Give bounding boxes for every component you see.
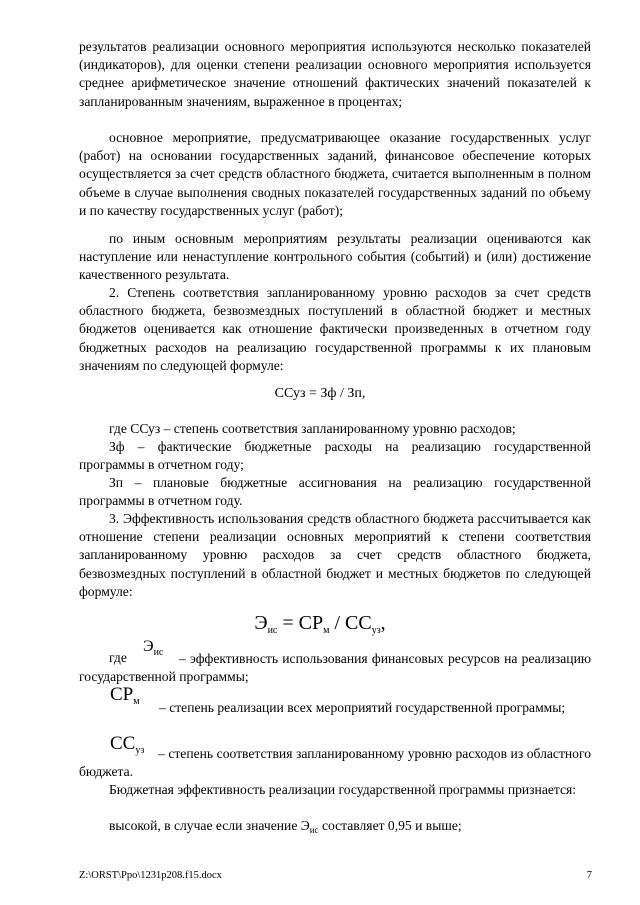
paragraph-12: Бюджетная эффективность реализации государственной программы признается: [109, 782, 577, 797]
paragraph-13-prefix: высокой, в случае если значение Э [109, 818, 310, 833]
paragraph-9: – эффективность использования финансовых ресурсов на реализацию государственной программы; [79, 651, 591, 685]
paragraph-11: – степень соответствия запланированному уровню расходов из областного бюджета. [79, 746, 591, 780]
formula-ssuz: ССуз = Зф / Зп, [274, 386, 366, 401]
paragraph-13-subscript: ис [309, 825, 319, 835]
e-letter: Э [143, 638, 154, 655]
paragraph-10: – степень реализации всех мероприятий государственной программы; [159, 700, 566, 715]
e-subscript: ис [153, 647, 164, 658]
cc-subscript: уз [135, 745, 145, 756]
formula-equals-cr: = СР [277, 612, 324, 634]
footer-page-number: 7 [586, 870, 592, 881]
formula-e-subscript: ис [267, 625, 278, 636]
cr-subscript: м [133, 696, 140, 707]
where-label: где [109, 650, 127, 665]
paragraph-1: результатов реализации основного мероприятия используются несколько показателей (индикаторов), для оценки степени реализации основного мероприятия используется среднее арифметическое значение отношений фактических значений показателей к запланированным значениям, выраженное в процентах; [79, 39, 591, 109]
paragraph-4: 2. Степень соответствия запланированному уровню расходов за счет средств областного бюджета, безвозмездных поступлений в областной бюджет и местных бюджетов оценивается как отношение фактически произведенных в отчетном году бюджетных расходов на реализацию государственной программы к их плановым значениям по следующей формуле: [79, 285, 591, 373]
paragraph-6: Зф – фактические бюджетные расходы на реализацию государственной программы в отчетном году; [79, 439, 591, 473]
footer-file-path: Z:\ORST\Ppo\1231p208.f15.docx [79, 870, 222, 881]
formula-e-symbol: Э [254, 612, 268, 634]
paragraph-7: Зп – плановые бюджетные ассигнования на реализацию государственной программы в отчетном году. [79, 475, 591, 509]
paragraph-13-suffix: составляет 0,95 и выше; [318, 818, 462, 833]
formula-efficiency [0, 612, 640, 636]
paragraph-5: где ССуз – степень соответствия запланированному уровню расходов; [109, 421, 516, 436]
paragraph-8: 3. Эффективность использования средств областного бюджета рассчитывается как отношение степени реализации основных мероприятий к степени соответствия запланированному уровню расходов за счет средств областного бюджета, безвозмездных поступлений в областной бюджет и местных бюджетов по следующей формуле: [79, 511, 591, 599]
paragraph-2: основное мероприятие, предусматривающее оказание государственных услуг (работ) на основании государственных заданий, финансовое обеспечение которых осуществляется за счет средств областного бюджета, считается выполненным в полном объеме в случае выполнения сводных показателей государственных заданий по объему и по качеству государственных услуг (работ); [79, 130, 591, 218]
formula-end: , [380, 612, 386, 634]
formula-m-subscript: м [323, 625, 330, 636]
cr-letters: СР [110, 684, 134, 705]
cc-letters: СС [110, 733, 136, 754]
formula-uz-subscript: уз [371, 625, 381, 636]
formula-divide-cc: / СС [329, 612, 372, 634]
paragraph-13 [79, 817, 591, 839]
paragraph-3: по иным основным мероприятиям результаты реализации оцениваются как наступление или ненаступление контрольного события (событий) и (или) достижение качественного результата. [79, 231, 591, 283]
